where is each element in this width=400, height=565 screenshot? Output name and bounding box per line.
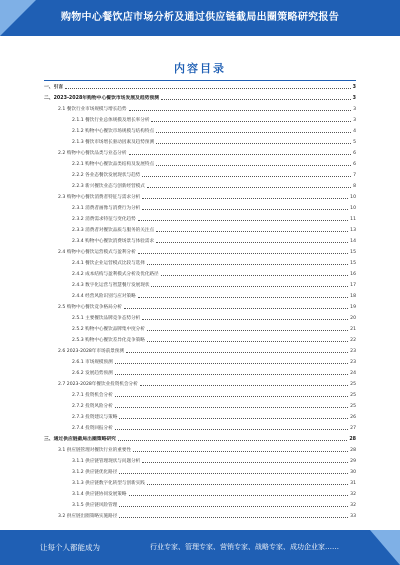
toc-entry[interactable] [72,117,356,124]
toc-dot-leader [147,264,348,265]
footer-accent [370,530,400,565]
toc-entry[interactable] [44,84,356,91]
toc-entry-text: 2.2 购物中心餐饮品类与业态分析 [58,151,127,156]
toc-entry[interactable] [58,194,356,201]
toc-dot-leader [147,484,348,485]
toc-entry[interactable] [44,436,356,443]
toc-entry-text: 2.5.1 主要餐饮品牌竞争态势分析 [72,316,141,321]
toc-entry[interactable] [58,150,356,157]
toc-dot-leader [129,110,352,111]
toc-entry[interactable] [72,205,356,212]
toc-entry-text: 2.6 2023-2028年市场前景预测 [58,349,124,354]
toc-entry[interactable] [72,128,356,135]
toc-entry[interactable] [72,216,356,223]
toc-entry-text: 3.1 供应链管理对餐饮行业的重要性 [58,448,132,453]
toc-entry-text: 2.1 餐饮行业市场规模与增长趋势 [58,107,127,112]
toc-entry-text: 3.1.3 供应链数字化转型与创新实践 [72,481,145,486]
toc-page-number: 3 [352,96,356,101]
toc-dot-leader [138,253,348,254]
toc-page-number: 30 [350,470,356,475]
toc-dot-leader [119,517,348,518]
toc-entry[interactable] [58,513,356,520]
toc-page-number: 15 [350,261,356,266]
toc-entry[interactable] [58,348,356,355]
toc-dot-leader [142,198,348,199]
toc-entry-text: 3.2 供应链出圈策略实施路径 [58,514,118,519]
toc-entry[interactable] [72,238,356,245]
toc-entry-text: 2.7.4 投资回报分析 [72,426,113,431]
toc-entry-text: 2.4.3 数字化运营与智慧餐厅发展现状 [72,283,150,288]
toc-dot-leader [151,121,351,122]
toc-entry-text: 2.1.3 餐饮市场增长驱动因素及趋势预测 [72,140,155,145]
toc-entry[interactable] [72,183,356,190]
toc-entry-text: 2.4 购物中心餐饮运营模式与盈利分析 [58,250,136,255]
toc-dot-leader [156,132,351,133]
toc-dot-leader [138,297,348,298]
toc-page-number: 8 [353,184,356,189]
toc-entry[interactable] [72,337,356,344]
toc-dot-leader [115,407,348,408]
toc-entry-text: 2.7 2023-2028年餐饮业投资机会分析 [58,382,138,387]
toc-dot-leader [65,88,350,89]
toc-dot-leader [142,176,351,177]
toc-dot-leader [126,352,348,353]
toc-entry[interactable] [72,403,356,410]
toc-dot-leader [129,495,349,496]
toc-entry[interactable] [72,293,356,300]
toc-entry[interactable] [72,425,356,432]
toc-page-number: 10 [350,206,356,211]
toc-entry-text: 2.7.2 投资风险分析 [72,404,113,409]
toc-dot-leader [151,286,348,287]
toc-entry[interactable] [58,381,356,388]
toc-dot-leader [142,319,348,320]
toc-page-number: 7 [353,173,356,178]
report-title: 购物中心餐饮店市场分析及通过供应链截局出圈策略研究报告 [60,12,340,23]
toc-dot-leader [142,209,348,210]
toc-entry[interactable] [72,271,356,278]
toc-entry-text: 2.1.1 餐饮行业总体规模及增长率分析 [72,118,150,123]
toc-dot-leader [147,341,348,342]
toc-page-number: 21 [350,327,356,332]
toc-entry-text: 2.5 购物中心餐饮竞争格局分析 [58,305,122,310]
toc-entry[interactable] [58,249,356,256]
toc-entry-text: 2.4.2 成本结构与盈利模式分析及优化路径 [72,272,159,277]
toc-entry[interactable] [72,469,356,476]
toc-page-number: 5 [353,140,356,145]
toc-page-number: 6 [353,162,356,167]
toc-page-number: 20 [350,316,356,321]
toc-dot-leader [147,187,351,188]
toc-entry-text: 2.4.1 餐饮企业运营模式比较与选择 [72,261,145,266]
toc-dot-leader [147,330,348,331]
toc-page-number: 4 [353,129,356,134]
toc-dot-leader [133,451,348,452]
toc-page-number: 27 [350,426,356,431]
toc-page-number: 17 [350,283,356,288]
toc-entry[interactable] [58,304,356,311]
toc-page-number: 14 [350,239,356,244]
toc-page-number: 25 [350,404,356,409]
toc-page-number: 3 [353,107,356,112]
toc-page-number: 3 [352,85,356,90]
toc-page-number: 25 [350,393,356,398]
toc-page-number: 33 [350,514,356,519]
toc-entry-text: 3.1.4 供应链协同发展策略 [72,492,127,497]
toc-entry[interactable] [72,260,356,267]
toc-entry-text: 2.6.2 发展趋势预测 [72,371,113,376]
toc-page-number: 26 [350,415,356,420]
toc-entry[interactable] [72,370,356,377]
toc-entry[interactable] [72,359,356,366]
toc-page-number: 24 [350,371,356,376]
toc-page-number: 19 [350,305,356,310]
toc-entry-text: 2.1.2 购物中心餐饮市场规模与结构特点 [72,129,155,134]
toc-page-number: 32 [350,503,356,508]
toc-entry-text: 2.5.2 购物中心餐饮品牌集中度分析 [72,327,145,332]
toc-dot-leader [161,99,351,100]
toc-entry-text: 2.2.3 新兴餐饮业态与创新经营模式 [72,184,145,189]
toc-page-number: 22 [350,338,356,343]
toc-page-number: 15 [350,250,356,255]
toc-entry-text: 2.3.1 消费者画像与消费行为分析 [72,206,141,211]
toc-entry[interactable] [58,106,356,113]
toc-entry-text: 2.3.2 消费需求特征与变化趋势 [72,217,136,222]
toc-dot-leader [156,165,351,166]
toc-entry[interactable] [72,161,356,168]
toc-entry[interactable] [72,282,356,289]
toc-entry-text: 2.7.1 投资机会分析 [72,393,113,398]
toc-dot-leader [138,220,348,221]
toc-dot-leader [142,462,348,463]
toc-dot-leader [115,363,348,364]
toc-dot-leader [161,275,348,276]
toc-dot-leader [119,418,348,419]
toc-entry[interactable] [58,447,356,454]
toc-page-number: 6 [353,151,356,156]
toc-heading: 内容目录 [174,62,226,75]
toc-entry-text: 2.3.4 购物中心餐饮消费场景与体验需求 [72,239,155,244]
footer-slogan: 让每个人都能成为 [40,543,100,552]
toc-dot-leader [115,396,348,397]
toc-page-number: 23 [350,349,356,354]
toc-page-number: 10 [350,195,356,200]
toc-entry-text: 3.1.2 供应链优化路径 [72,470,118,475]
toc-dot-leader [115,429,348,430]
toc-page-number: 16 [350,272,356,277]
toc-entry-text: 三、通过供应链截局出圈策略研究 [44,437,116,442]
toc-dot-leader [118,440,347,441]
toc-entry[interactable] [72,326,356,333]
toc-page-number: 18 [350,294,356,299]
toc-entry-text: 2.3 购物中心餐饮消费者特征与需求分析 [58,195,141,200]
toc-entry[interactable] [72,414,356,421]
toc-page-number: 32 [350,492,356,497]
toc-entry-text: 二、2023-2028年购物中心餐饮市场发展及趋势预测 [44,96,160,101]
toc-entry[interactable] [72,139,356,146]
toc-entry[interactable] [72,227,356,234]
toc-page-number: 23 [350,360,356,365]
toc-entry-text: 3.1.1 供应链管理现状与问题分析 [72,459,141,464]
toc-page-number: 29 [350,459,356,464]
toc-dot-leader [156,143,351,144]
toc-dot-leader [156,242,348,243]
toc-page-number: 13 [350,228,356,233]
toc-dot-leader [124,308,348,309]
toc-entry[interactable] [72,491,356,498]
toc-page-number: 11 [350,217,356,222]
toc-entry[interactable] [72,315,356,322]
toc-divider [44,80,356,81]
toc-entry-text: 2.4.4 经营风险识别与应对策略 [72,294,136,299]
toc-entry[interactable] [72,502,356,509]
toc-entry-text: 2.2.2 各业态餐饮发展现状与趋势 [72,173,141,178]
toc-entry-text: 一、引言 [44,85,64,90]
toc-page-number: 28 [350,448,356,453]
toc-entry-text: 2.7.3 投资建议与策略 [72,415,118,420]
toc-dot-leader [156,231,348,232]
toc-dot-leader [115,374,348,375]
toc-entry[interactable] [72,392,356,399]
toc-page-number: 25 [350,382,356,387]
toc-entry-text: 2.2.1 购物中心餐饮品类结构及发展特点 [72,162,155,167]
toc-entry-text: 3.1.5 供应链风险管理 [72,503,118,508]
toc-page-number: 31 [350,481,356,486]
toc-page-number: 3 [353,118,356,123]
toc-entry-text: 2.3.3 消费者对餐饮品质与服务的关注点 [72,228,155,233]
toc-entry[interactable] [72,458,356,465]
toc-dot-leader [129,154,352,155]
toc-entry[interactable] [72,480,356,487]
toc-entry[interactable] [72,172,356,179]
toc-dot-leader [140,385,348,386]
toc-entry-text: 2.5.3 购物中心餐饮差异化竞争策略 [72,338,145,343]
toc-dot-leader [119,473,348,474]
toc-page-number: 28 [349,437,356,442]
footer-roles: 行业专家、管理专家、营销专家、战略专家、成功企业家…… [150,543,339,551]
toc-entry[interactable] [44,95,356,102]
toc-entry-text: 2.6.1 市场规模预测 [72,360,113,365]
toc-dot-leader [119,506,348,507]
